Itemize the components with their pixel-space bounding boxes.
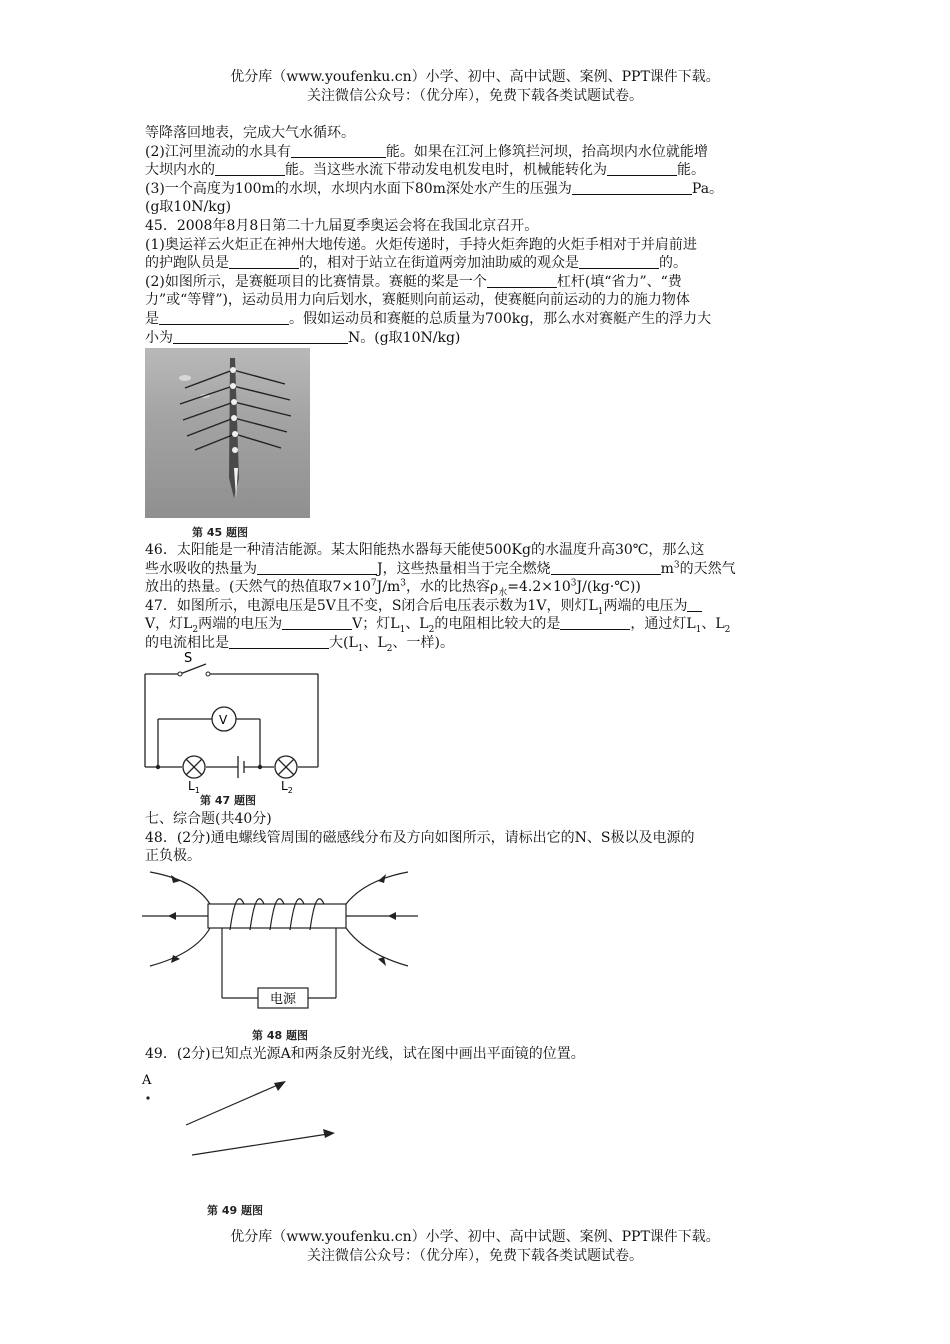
q46-line1: 46．太阳能是一种清洁能源。某太阳能热水器每天能使500Kg的水温度升高30℃，那么这 — [145, 542, 705, 558]
answer-blank[interactable] — [572, 180, 692, 195]
answer-blank[interactable] — [487, 273, 557, 288]
q45-part2-line3: 是 。假如运动员和赛艇的总质量为700kg，那么水对赛艇产生的浮力大 — [145, 310, 712, 327]
q44-part2-line2: 大坝内水的 能。当这些水流下带动发电机发电时，机械能转化为 能。 — [145, 162, 705, 179]
point-source-dot — [146, 1096, 149, 1099]
question-content — [145, 124, 810, 347]
answer-blank[interactable] — [579, 254, 659, 269]
answer-blank[interactable] — [159, 310, 289, 325]
figure-45-caption: 第 45 题图 — [192, 526, 248, 539]
point-source-label: A — [142, 1073, 152, 1088]
circuit-diagram — [140, 650, 325, 795]
q47-line1: 47．如图所示，电源电压是5V且不变，S闭合后电压表示数为1V，则灯$L_1$两端的电压为 — [145, 597, 810, 616]
page-footer — [0, 1228, 950, 1266]
rowing-boat-image — [145, 348, 310, 518]
q45-part1-line2: 的护跑队员是 的，相对于站立在街道两旁加油助威的观众是 的。 — [145, 255, 687, 272]
answer-blank[interactable] — [560, 615, 630, 630]
switch-label: S — [184, 651, 193, 666]
q45-part2-line4: 小为 N。(g取10N/kg) — [145, 329, 461, 346]
answer-blank[interactable] — [229, 634, 329, 649]
figure-48-caption: 第 48 题图 — [252, 1029, 308, 1042]
q44-part3-line2: (g取10N/kg) — [145, 199, 232, 216]
answer-blank[interactable] — [173, 329, 348, 344]
answer-blank[interactable] — [607, 161, 677, 176]
section-7-title: 七、综合题(共40分) — [145, 811, 272, 827]
solenoid-diagram — [140, 862, 425, 1030]
lamp-l2-label: $L_2$ — [281, 779, 293, 795]
q47-line3: 的电流相比是 大($L_1$、$L_2$、一样)。 — [145, 634, 454, 654]
question-content-2 — [145, 541, 810, 653]
q48-line2: 正负极。 — [145, 848, 201, 865]
answer-blank[interactable] — [551, 560, 661, 575]
figure-47-caption: 第 47 题图 — [200, 794, 256, 807]
q49-text: 49．(2分)已知点光源A和两条反射光线，试在图中画出平面镜的位置。 — [145, 1046, 585, 1062]
answer-blank[interactable] — [257, 560, 377, 575]
header-line-2: 关注微信公众号：（优分库），免费下载各类试题试卷。 — [307, 88, 643, 104]
header-line-1: 优分库（www.youfenku.cn）小学、初中、高中试题、案例、PPT课件下载。 — [230, 69, 720, 85]
lamp-l1-label: $L_1$ — [188, 779, 200, 795]
q45-stem: 45．2008年8月8日第二十九届夏季奥运会将在我国北京召开。 — [145, 217, 539, 234]
power-supply-label: 电源 — [269, 992, 297, 1007]
question-content-4 — [145, 1045, 810, 1064]
footer-line-1: 优分库（www.youfenku.cn）小学、初中、高中试题、案例、PPT课件下载。 — [230, 1229, 720, 1245]
figure-49-caption: 第 49 题图 — [207, 1204, 263, 1217]
answer-blank[interactable] — [229, 254, 299, 269]
light-rays-diagram — [140, 1070, 350, 1165]
q46-line2: 些水吸收的热量为 J，这些热量相当于完全燃烧 $m^3$的天然气 — [145, 559, 736, 577]
q48-line1: 48．(2分)通电螺线管周围的磁感线分布及方向如图所示，请标出它的N、S极以及电源的 — [145, 829, 695, 846]
answer-blank[interactable] — [687, 597, 702, 612]
q45-part1-line1: (1)奥运祥云火炬正在神州大地传递。火炬传递时，手持火炬奔跑的火炬手相对于并肩前进 — [145, 236, 697, 253]
q44-part2-line1: (2)江河里流动的水具有 能。如果在江河上修筑拦河坝，抬高坝内水位就能增 — [145, 143, 708, 160]
footer-line-2: 关注微信公众号：（优分库），免费下载各类试题试卷。 — [307, 1248, 643, 1264]
voltmeter-label: V — [219, 713, 228, 727]
answer-blank[interactable] — [215, 161, 285, 176]
q44-continuation: 等降落回地表，完成大气水循环。 — [145, 125, 355, 141]
q45-part2-line1: (2)如图所示，是赛艇项目的比赛情景。赛艇的桨是一个 杠杆(填“省力”、“费 — [145, 273, 682, 290]
question-content-3 — [145, 810, 810, 866]
answer-blank[interactable] — [291, 143, 386, 158]
rowing-photo — [145, 348, 310, 518]
q47-line2: V，灯$L_2$两端的电压为 V；灯$L_1$、$L_2$的电阻相比较大的是 ，通过灯$L_1$、$L_2$ — [145, 616, 731, 636]
q45-part2-line2: 力”或“等臂”)，运动员用力向后划水，赛艇则向前运动，使赛艇向前运动的力的施力物体 — [145, 292, 690, 309]
page-header — [0, 68, 950, 106]
answer-blank[interactable] — [282, 615, 352, 630]
q44-part3-line1: (3)一个高度为100m的水坝，水坝内水面下80m深处水产生的压强为 Pa。 — [145, 180, 724, 197]
q46-line3: 放出的热量。(天然气的热值取$7\times 10^7J/m^3$，水的比热容$\rho_水=4.2\times 10^3J/(kg\cdot℃)$) — [145, 578, 641, 598]
